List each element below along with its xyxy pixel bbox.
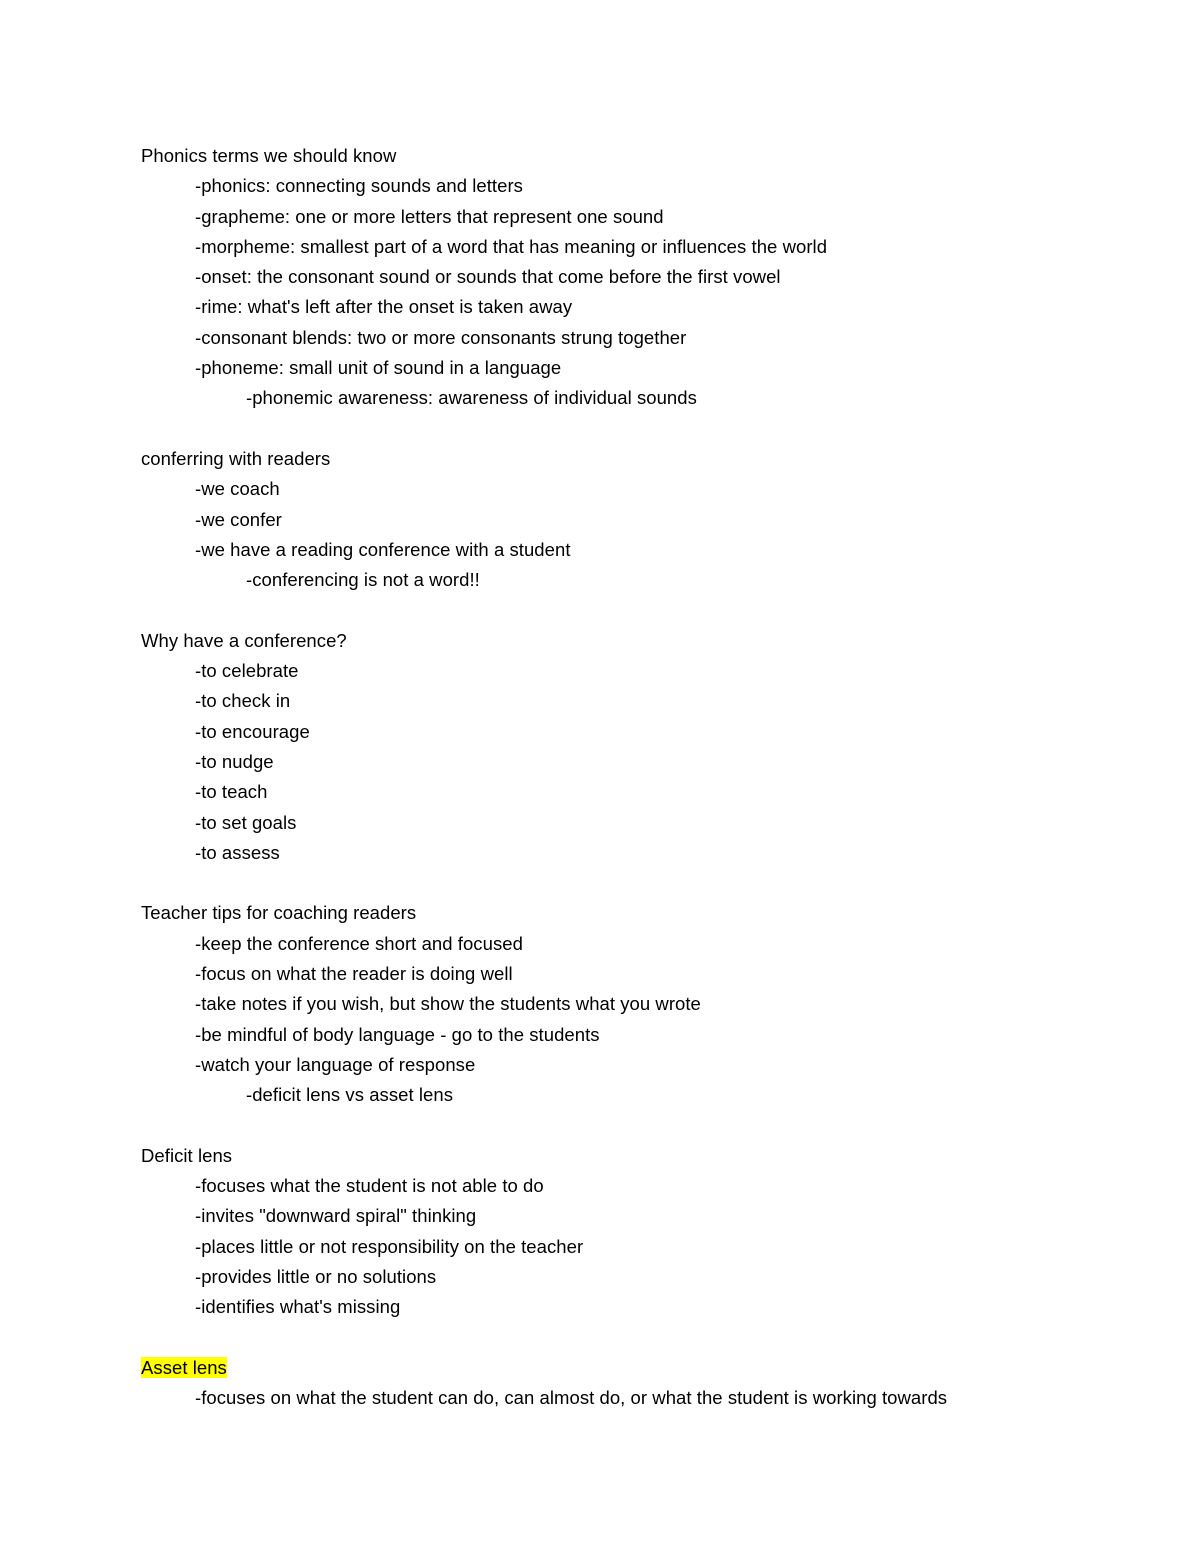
list-item: -to nudge (195, 750, 274, 772)
list-item: -rime: what's left after the onset is taken away (195, 296, 573, 318)
list-item: -phoneme: small unit of sound in a language (195, 357, 562, 379)
sub-list-item: -conferencing is not a word!! (246, 569, 480, 591)
list-item: -we confer (195, 508, 282, 530)
section-heading-teacher-tips: Teacher tips for coaching readers (141, 902, 417, 924)
list-item: -we coach (195, 478, 280, 500)
list-item: -watch your language of response (195, 1053, 476, 1075)
list-item: -onset: the consonant sound or sounds that come before the first vowel (195, 266, 781, 288)
section-heading-asset-lens: Asset lens (141, 1356, 227, 1378)
list-item: -to teach (195, 781, 268, 803)
list-item: -we have a reading conference with a student (195, 538, 571, 560)
sub-list-item: -deficit lens vs asset lens (246, 1084, 453, 1106)
section-heading-deficit-lens: Deficit lens (141, 1144, 233, 1166)
list-item: -provides little or no solutions (195, 1265, 437, 1287)
blank-line (141, 414, 1141, 444)
list-item: -phonics: connecting sounds and letters (195, 175, 523, 197)
list-item: -to celebrate (195, 660, 299, 682)
list-item: -consonant blends: two or more consonants strung together (195, 326, 687, 348)
list-item: -places little or not responsibility on the teacher (195, 1235, 584, 1257)
list-item: -to set goals (195, 811, 297, 833)
list-item: -to encourage (195, 720, 310, 742)
list-item: -to assess (195, 841, 280, 863)
section-heading-phonics-terms: Phonics terms we should know (141, 145, 397, 166)
list-item: -morpheme: smallest part of a word that has meaning or influences the world (195, 235, 828, 257)
list-item: -to check in (195, 690, 291, 712)
list-item: -focuses on what the student can do, can almost do, or what the student is working towards (195, 1387, 948, 1409)
blank-line (141, 1111, 1141, 1141)
section-heading-asset-lens-row (141, 1353, 1141, 1383)
section-heading-conferring: conferring with readers (141, 447, 331, 469)
list-item: -focus on what the reader is doing well (195, 963, 513, 985)
list-item: -focuses what the student is not able to do (195, 1175, 544, 1197)
blank-line (141, 868, 1141, 898)
list-item: -invites "downward spiral" thinking (195, 1205, 477, 1227)
list-item: -be mindful of body language - go to the students (195, 1023, 600, 1045)
document-body (141, 141, 1141, 1413)
list-item: -keep the conference short and focused (195, 932, 523, 954)
sub-list-item: -phonemic awareness: awareness of individual sounds (246, 387, 697, 409)
list-item: -identifies what's missing (195, 1296, 401, 1318)
list-item: -take notes if you wish, but show the students what you wrote (195, 993, 701, 1015)
section-heading-why-conference: Why have a conference? (141, 629, 347, 651)
blank-line (141, 1323, 1141, 1353)
list-item: -grapheme: one or more letters that represent one sound (195, 205, 664, 227)
blank-line (141, 595, 1141, 625)
